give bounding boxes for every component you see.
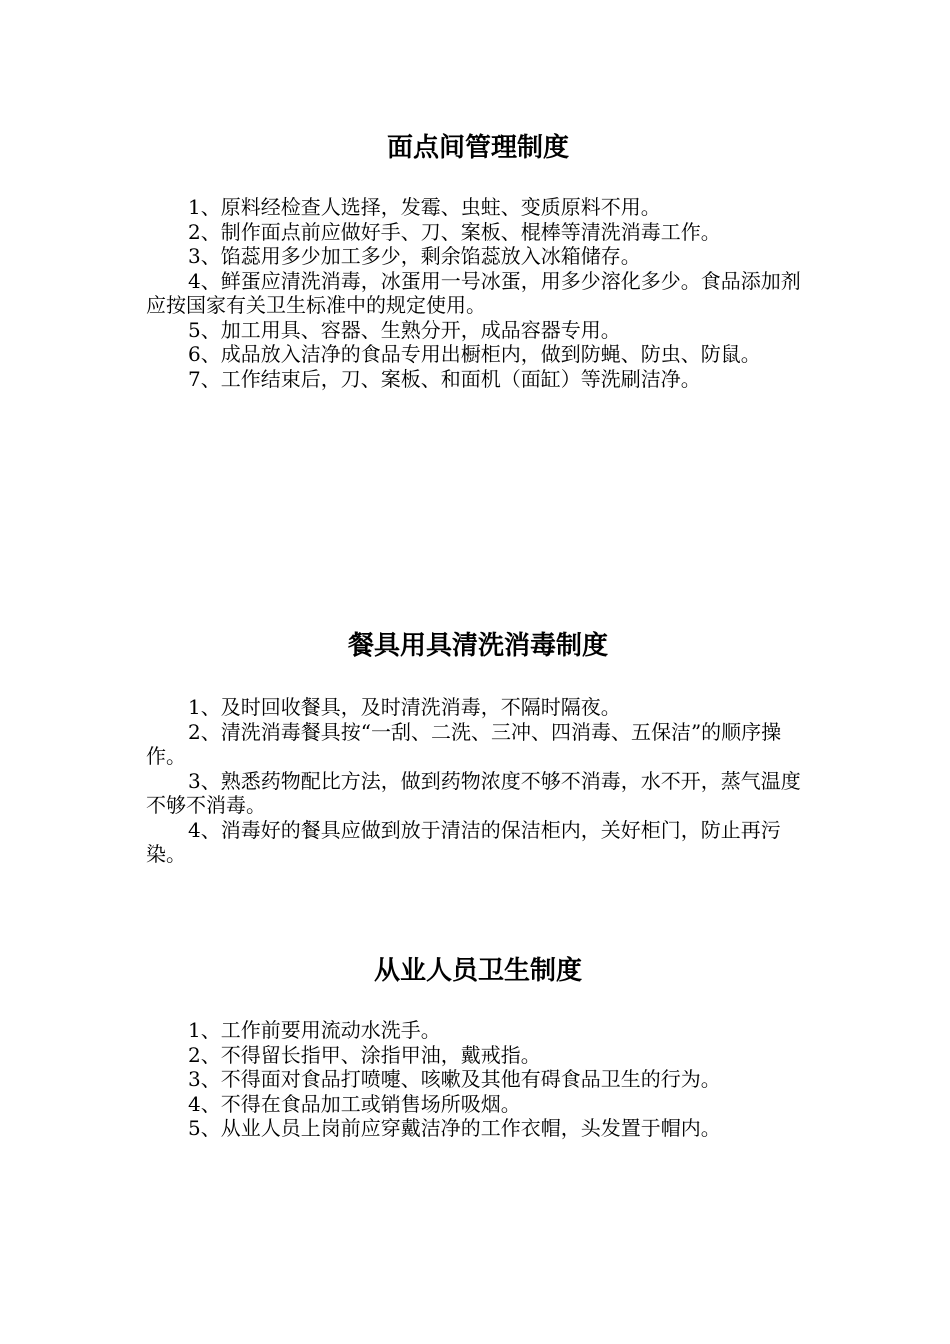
rule-item: 1、原料经检查人选择，发霉、虫蛀、变质原料不用。 [188, 195, 661, 219]
rule-item: 4、不得在食品加工或销售场所吸烟。 [188, 1091, 521, 1116]
rule-item: 4、消毒好的餐具应做到放于清洁的保洁柜内，关好柜门，防止再污染。 [146, 817, 781, 866]
rule-list [146, 195, 810, 391]
section-staff-hygiene-rules [146, 954, 810, 1141]
rule-item: 2、清洗消毒餐具按“一刮、二洗、三冲、四消毒、五保洁”的顺序操作。 [146, 719, 782, 768]
section-title: 面点间管理制度 [386, 133, 569, 163]
rule-item: 5、加工用具、容器、生熟分开，成品容器专用。 [188, 317, 621, 342]
rule-item: 3、不得面对食品打喷嚏、咳嗽及其他有碍食品卫生的行为。 [188, 1067, 721, 1091]
section-pastry-room-rules [146, 131, 810, 391]
rule-list [146, 695, 810, 867]
rule-item: 3、馅蕊用多少加工多少，剩余馅蕊放入冰箱储存。 [188, 244, 641, 268]
rule-item: 6、成品放入洁净的食品专用出橱柜内，做到防蝇、防虫、防鼠。 [188, 342, 761, 366]
rule-item: 2、制作面点前应做好手、刀、案板、棍棒等清洗消毒工作。 [188, 219, 721, 244]
rule-item: 4、鲜蛋应清洗消毒，冰蛋用一号冰蛋，用多少溶化多少。食品添加剂应按国家有关卫生标准中的规定使用。 [146, 268, 801, 317]
rule-item: 5、从业人员上岗前应穿戴洁净的工作衣帽，头发置于帽内。 [188, 1116, 721, 1140]
section-title: 餐具用具清洗消毒制度 [347, 631, 608, 661]
rule-item: 7、工作结束后，刀、案板、和面机（面缸）等洗刷洁净。 [188, 366, 701, 391]
rule-item: 1、及时回收餐具，及时清洗消毒，不隔时隔夜。 [188, 695, 621, 719]
rule-item: 2、不得留长指甲、涂指甲油，戴戒指。 [188, 1042, 541, 1067]
section-title: 从业人员卫生制度 [373, 956, 582, 986]
rule-item: 1、工作前要用流动水洗手。 [188, 1018, 441, 1042]
rule-item: 3、熟悉药物配比方法，做到药物浓度不够不消毒，水不开，蒸气温度不够不消毒。 [146, 768, 801, 817]
rule-list [146, 1018, 810, 1141]
section-tableware-disinfection-rules [146, 629, 810, 867]
